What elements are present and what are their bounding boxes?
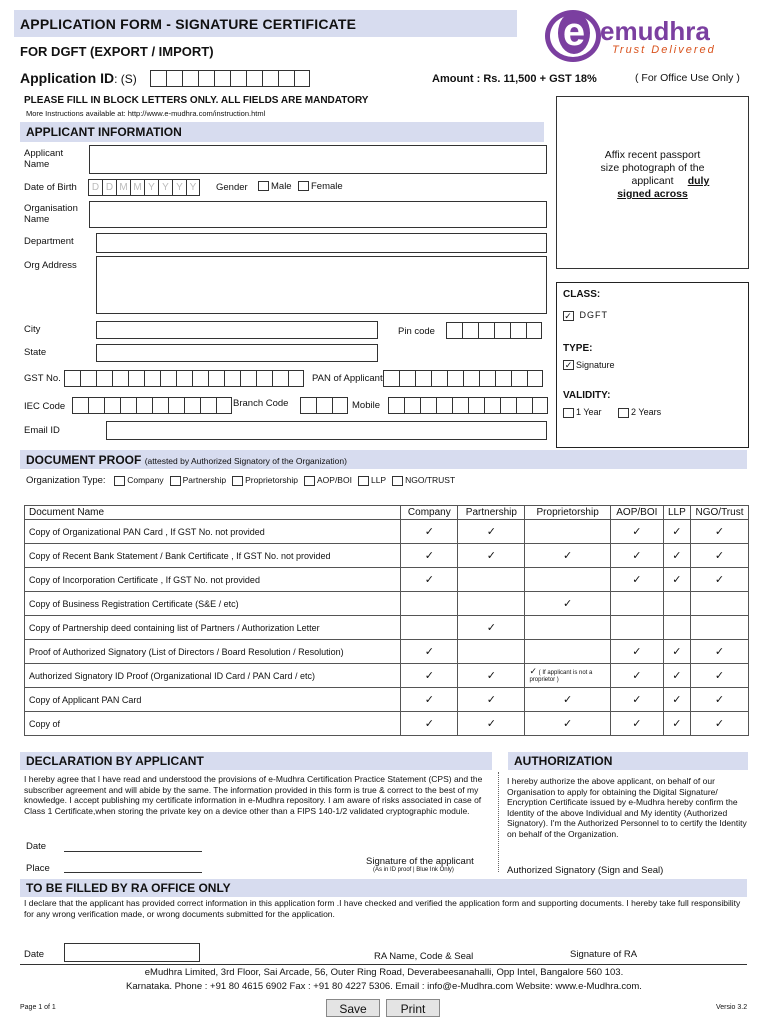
check-cell: [458, 544, 525, 568]
table-row: [25, 712, 749, 736]
check-icon: ✓: [672, 670, 682, 682]
check-cell: [663, 568, 690, 592]
application-id-label: Application ID: [20, 70, 115, 86]
ra-date-input[interactable]: [64, 943, 200, 962]
check-cell: [525, 640, 610, 664]
check-icon: ✓: [714, 550, 725, 562]
check-icon: ✓: [714, 670, 725, 682]
check-cell: [663, 616, 690, 640]
one-year-checkbox[interactable]: [563, 408, 574, 418]
document-name-cell: Copy of Business Registration Certificate (S&E / etc): [25, 592, 401, 616]
two-years-checkbox[interactable]: [618, 408, 629, 418]
logo-tagline: Trust Delivered: [612, 44, 716, 56]
org-name-input[interactable]: [89, 201, 547, 228]
validity-2-years[interactable]: 2 Years: [618, 407, 661, 417]
check-icon: ✓: [672, 526, 682, 538]
check-cell: [525, 712, 610, 736]
check-cell: [691, 640, 749, 664]
org-type-option[interactable]: [232, 475, 298, 485]
page-number: Page 1 of 1: [20, 1004, 56, 1011]
dob-box[interactable]: M: [130, 179, 144, 196]
dob-box[interactable]: Y: [172, 179, 186, 196]
check-cell: [610, 544, 663, 568]
document-name-cell: Proof of Authorized Signatory (List of Directors / Board Resolution / Resolution): [25, 640, 401, 664]
check-cell: [663, 592, 690, 616]
amount-text: Amount : Rs. 11,500 + GST 18%: [432, 73, 597, 85]
check-icon: ✓: [486, 550, 496, 562]
document-name-cell: Copy of Incorporation Certificate , If GST No. not provided: [25, 568, 401, 592]
org-type-label: Company: [127, 475, 164, 485]
check-icon: ✓: [632, 574, 642, 586]
ra-office-text: I declare that the applicant has provided correct information in this application form .I have checked and verified the application form and supporting documents. I hereby take full responsibility for any wrong verification made, or wrong documents submitted for the application.: [24, 898, 741, 919]
org-type-label: Proprietorship: [245, 475, 298, 485]
validity-1-year[interactable]: 1 Year: [563, 407, 602, 417]
check-icon: ✓: [529, 665, 537, 676]
column-header: Partnership: [458, 506, 525, 520]
check-cell: [401, 568, 458, 592]
female-checkbox[interactable]: [298, 181, 309, 191]
check-cell: [610, 664, 663, 688]
check-icon: ✓: [424, 526, 434, 538]
document-proof-subtitle: (attested by Authorized Signatory of the Organization): [144, 456, 347, 466]
dob-label: Date of Birth: [24, 182, 77, 193]
check-cell: [610, 568, 663, 592]
column-header: Company: [401, 506, 458, 520]
check-cell: [458, 592, 525, 616]
check-cell: [525, 664, 610, 688]
check-cell: [458, 568, 525, 592]
check-icon: ✓: [632, 550, 642, 562]
column-header: AOP/BOI: [610, 506, 663, 520]
check-cell: [401, 712, 458, 736]
check-cell: [401, 520, 458, 544]
ra-date-label: Date: [24, 949, 45, 960]
check-icon: ✓: [563, 694, 573, 706]
table-header: [25, 506, 749, 520]
check-cell: [401, 640, 458, 664]
check-icon: ✓: [486, 718, 496, 730]
check-icon: ✓: [486, 622, 496, 634]
table-row: [25, 664, 749, 688]
applicant-name-label: Applicant Name: [24, 148, 64, 170]
document-proof-header: [20, 450, 747, 469]
check-icon: ✓: [714, 718, 725, 730]
document-name-cell: Copy of Partnership deed containing list of Partners / Authorization Letter: [25, 616, 401, 640]
gender-male[interactable]: Male: [258, 181, 292, 192]
logo-icon: e: [558, 12, 590, 54]
check-icon: ✓: [672, 718, 682, 730]
check-cell: [691, 616, 749, 640]
dob-box[interactable]: M: [116, 179, 130, 196]
org-type-label: NGO/TRUST: [405, 475, 456, 485]
org-type-label: AOP/BOI: [317, 475, 352, 485]
check-icon: ✓: [563, 718, 573, 730]
check-cell: [610, 640, 663, 664]
check-icon: ✓: [563, 550, 573, 562]
dob-box[interactable]: Y: [158, 179, 172, 196]
org-type-option[interactable]: [392, 475, 455, 485]
dob-box[interactable]: Y: [144, 179, 158, 196]
check-icon: ✓: [486, 694, 496, 706]
check-cell: [401, 664, 458, 688]
photo-duly: duly: [687, 175, 710, 187]
check-cell: [458, 664, 525, 688]
logo-name: emudhra: [600, 16, 710, 46]
org-type-checkbox[interactable]: [170, 476, 181, 486]
check-cell: [401, 688, 458, 712]
footer-address-line1: eMudhra Limited, 3rd Floor, Sai Arcade, 56, Outer Ring Road, Deverabeesanahalli, Opp Intel, Bangalore 560 103.: [144, 967, 624, 978]
check-icon: ✓: [672, 694, 682, 706]
check-cell: [458, 712, 525, 736]
authorization-text: I hereby authorize the above applicant, on behalf of our Organisation to apply for obtaining the Digital Signature/ Encryption Certificate issued by e-Mudhra hereby confirm the Identity of the above Individual and My identity (Authorized Signatory). I'm the Authorized Personnel to to certify the Identity on behalf of the Organization.: [507, 776, 747, 839]
declaration-place-label: Place: [26, 863, 50, 874]
applicant-name-input[interactable]: [89, 145, 547, 174]
check-icon: ✓: [486, 670, 496, 682]
photo-box: [556, 96, 749, 269]
dob-input[interactable]: [88, 179, 200, 196]
table-row: [25, 568, 749, 592]
check-cell: [525, 616, 610, 640]
check-cell: [401, 616, 458, 640]
check-cell: [458, 520, 525, 544]
check-icon: ✓: [424, 646, 434, 658]
org-type-checkbox[interactable]: [358, 476, 369, 486]
org-type-label: Organization Type:: [26, 475, 106, 486]
dob-box[interactable]: D: [102, 179, 116, 196]
check-cell: [401, 544, 458, 568]
check-cell: [691, 712, 749, 736]
save-button[interactable]: Save: [326, 999, 380, 1017]
office-use-text: ( For Office Use Only ): [635, 72, 740, 84]
mobile-label: Mobile: [352, 400, 380, 411]
check-cell: [525, 688, 610, 712]
form-title: APPLICATION FORM - SIGNATURE CERTIFICATE: [14, 10, 517, 37]
org-type-label: LLP: [370, 475, 387, 485]
branch-code-label: Branch Code: [233, 398, 289, 409]
footer-divider: [20, 964, 747, 965]
document-name-cell: Copy of Applicant PAN Card: [25, 688, 401, 712]
proprietor-note: ( If applicant is not a proprietor ): [529, 669, 593, 683]
org-type-checkbox[interactable]: [232, 476, 243, 486]
check-cell: [610, 520, 663, 544]
column-header: Document Name: [25, 506, 401, 520]
org-type-checkbox[interactable]: [114, 476, 125, 486]
check-cell: [663, 640, 690, 664]
declaration-date-line[interactable]: [64, 851, 202, 852]
check-icon: ✓: [632, 694, 642, 706]
check-icon: ✓: [424, 574, 434, 586]
check-cell: [610, 616, 663, 640]
check-icon: ✓: [714, 526, 725, 538]
document-proof-title: DOCUMENT PROOF: [26, 453, 142, 467]
application-id-row: [20, 70, 137, 86]
org-address-input[interactable]: [96, 256, 547, 314]
table-row: [25, 592, 749, 616]
check-cell: [691, 592, 749, 616]
org-name-label: Organisation Name: [24, 203, 78, 225]
check-icon: ✓: [632, 718, 642, 730]
state-label: State: [24, 347, 47, 358]
check-cell: [610, 592, 663, 616]
print-button[interactable]: Print: [386, 999, 440, 1017]
gender-label: Gender: [216, 182, 248, 193]
check-icon: ✓: [714, 694, 725, 706]
check-icon: ✓: [714, 646, 725, 658]
state-input[interactable]: [96, 344, 378, 362]
declaration-place-line[interactable]: [64, 872, 202, 873]
photo-signed-across: signed across: [617, 188, 688, 200]
check-icon: ✓: [672, 646, 682, 658]
class-dgft[interactable]: ✓ DGFT: [564, 310, 609, 321]
email-input[interactable]: [106, 421, 547, 440]
signature-checkbox[interactable]: ✓: [564, 360, 573, 371]
document-table: [24, 505, 749, 736]
section-divider: [498, 772, 499, 872]
mobile-input[interactable]: [388, 397, 548, 414]
branch-code-input[interactable]: [300, 397, 348, 414]
male-checkbox[interactable]: [258, 181, 269, 191]
check-cell: [663, 688, 690, 712]
type-label: TYPE:: [563, 342, 593, 354]
check-cell: [610, 712, 663, 736]
applicant-signature-note: (As in ID proof | Blue Ink Only): [373, 867, 454, 873]
check-icon: ✓: [632, 646, 642, 658]
check-icon: ✓: [424, 718, 434, 730]
authorized-signatory-label: Authorized Signatory (Sign and Seal): [507, 865, 664, 876]
check-cell: [691, 664, 749, 688]
city-label: City: [24, 324, 41, 335]
authorization-header: AUTHORIZATION: [508, 752, 748, 770]
check-icon: ✓: [714, 574, 725, 586]
org-type-checkbox[interactable]: [392, 476, 403, 486]
check-cell: [663, 664, 690, 688]
check-cell: [663, 712, 690, 736]
document-name-cell: Copy of Organizational PAN Card , If GST No. not provided: [25, 520, 401, 544]
check-icon: ✓: [424, 550, 434, 562]
more-instructions: More Instructions available at: http://www.e-mudhra.com/instruction.html: [26, 109, 266, 118]
check-icon: ✓: [563, 598, 573, 610]
check-cell: [691, 544, 749, 568]
check-cell: [663, 544, 690, 568]
email-label: Email ID: [24, 425, 60, 436]
table-row: [25, 544, 749, 568]
dob-box[interactable]: D: [88, 179, 102, 196]
form-subtitle: FOR DGFT (EXPORT / IMPORT): [20, 44, 214, 59]
application-id-prefix: : (S): [114, 72, 137, 86]
check-cell: [401, 592, 458, 616]
footer-address-line2: Karnataka. Phone : +91 80 4615 6902 Fax : +91 80 4227 5306. Email : info@e-Mudhra.com Website: www.e-Mudhra.com.: [126, 981, 642, 992]
document-name-cell: Authorized Signatory ID Proof (Organizational ID Card / PAN Card / etc): [25, 664, 401, 688]
check-icon: ✓: [632, 526, 642, 538]
block-letters-note: PLEASE FILL IN BLOCK LETTERS ONLY. ALL FIELDS ARE MANDATORY: [24, 95, 369, 106]
ra-name-label: RA Name, Code & Seal: [374, 951, 474, 962]
check-cell: [458, 616, 525, 640]
gst-input[interactable]: [64, 370, 304, 387]
validity-label: VALIDITY:: [563, 390, 611, 402]
type-signature[interactable]: ✓ Signature: [564, 359, 615, 371]
check-icon: ✓: [632, 670, 642, 682]
check-cell: [458, 688, 525, 712]
gst-label: GST No.: [24, 373, 61, 384]
check-icon: ✓: [424, 694, 434, 706]
check-cell: [525, 592, 610, 616]
application-id-boxes[interactable]: [150, 70, 310, 87]
pincode-label: Pin code: [398, 326, 435, 337]
validity-options: [563, 407, 742, 418]
version-text: Versio 3.2: [716, 1004, 748, 1011]
pincode-input[interactable]: [446, 322, 542, 339]
org-address-label: Org Address: [24, 260, 77, 271]
check-cell: [525, 520, 610, 544]
dob-box[interactable]: Y: [186, 179, 200, 196]
org-type-option[interactable]: [170, 475, 226, 485]
class-label: CLASS:: [563, 289, 601, 300]
check-cell: [458, 640, 525, 664]
declaration-text: I hereby agree that I have read and understood the provisions of e-Mudhra Certification Practice Statement (CPS) and the subscriber agreement and will abide by the same. The information provided in this form is true & correct to the best of my knowledge. I accept publishing my certificate information in e-Mudhra repository. I am aware of risks associated in case of Class 1 Certificate,when storing the private key on a device other than a FIPS 140-1/2 validated cryptographic module.: [24, 774, 483, 816]
table-row: [25, 616, 749, 640]
column-header: NGO/Trust: [691, 506, 749, 520]
org-type-option[interactable]: [358, 475, 386, 485]
pan-input[interactable]: [383, 370, 543, 387]
document-name-cell: Copy of: [25, 712, 401, 736]
column-header: LLP: [663, 506, 690, 520]
check-icon: ✓: [672, 574, 682, 586]
org-type-label: Partnership: [182, 475, 227, 485]
table-row: [25, 520, 749, 544]
org-type-checkbox[interactable]: [304, 476, 315, 486]
document-name-cell: Copy of Recent Bank Statement / Bank Certificate , If GST No. not provided: [25, 544, 401, 568]
org-type-option[interactable]: [304, 475, 352, 485]
table-row: [25, 688, 749, 712]
column-header: Proprietorship: [525, 506, 610, 520]
gender-female[interactable]: Female: [298, 181, 343, 192]
check-cell: [691, 568, 749, 592]
iec-input[interactable]: [72, 397, 232, 414]
ra-office-header: TO BE FILLED BY RA OFFICE ONLY: [20, 879, 747, 897]
dgft-checkbox[interactable]: ✓: [564, 310, 573, 321]
city-input[interactable]: [96, 321, 378, 339]
department-input[interactable]: [96, 233, 547, 253]
check-icon: ✓: [672, 550, 682, 562]
iec-label: IEC Code: [24, 401, 66, 412]
check-cell: [525, 568, 610, 592]
org-type-option[interactable]: [114, 475, 163, 485]
ra-signature-label: Signature of RA: [570, 949, 638, 960]
check-cell: [691, 688, 749, 712]
check-cell: [663, 520, 690, 544]
class-box: [556, 282, 749, 448]
department-label: Department: [24, 236, 74, 247]
photo-instruction: Affix recent passport size photograph of the applicant: [600, 149, 705, 187]
check-icon: ✓: [486, 526, 496, 538]
applicant-info-header: APPLICANT INFORMATION: [20, 122, 544, 142]
declaration-date-label: Date: [26, 841, 47, 852]
check-cell: [610, 688, 663, 712]
applicant-signature-label: Signature of the applicant: [366, 856, 474, 867]
check-icon: ✓: [424, 670, 434, 682]
pan-label: PAN of Applicant: [312, 373, 383, 384]
table-row: [25, 640, 749, 664]
declaration-header: DECLARATION BY APPLICANT: [20, 752, 492, 770]
org-type-row: [26, 475, 455, 486]
check-cell: [525, 544, 610, 568]
check-cell: [691, 520, 749, 544]
